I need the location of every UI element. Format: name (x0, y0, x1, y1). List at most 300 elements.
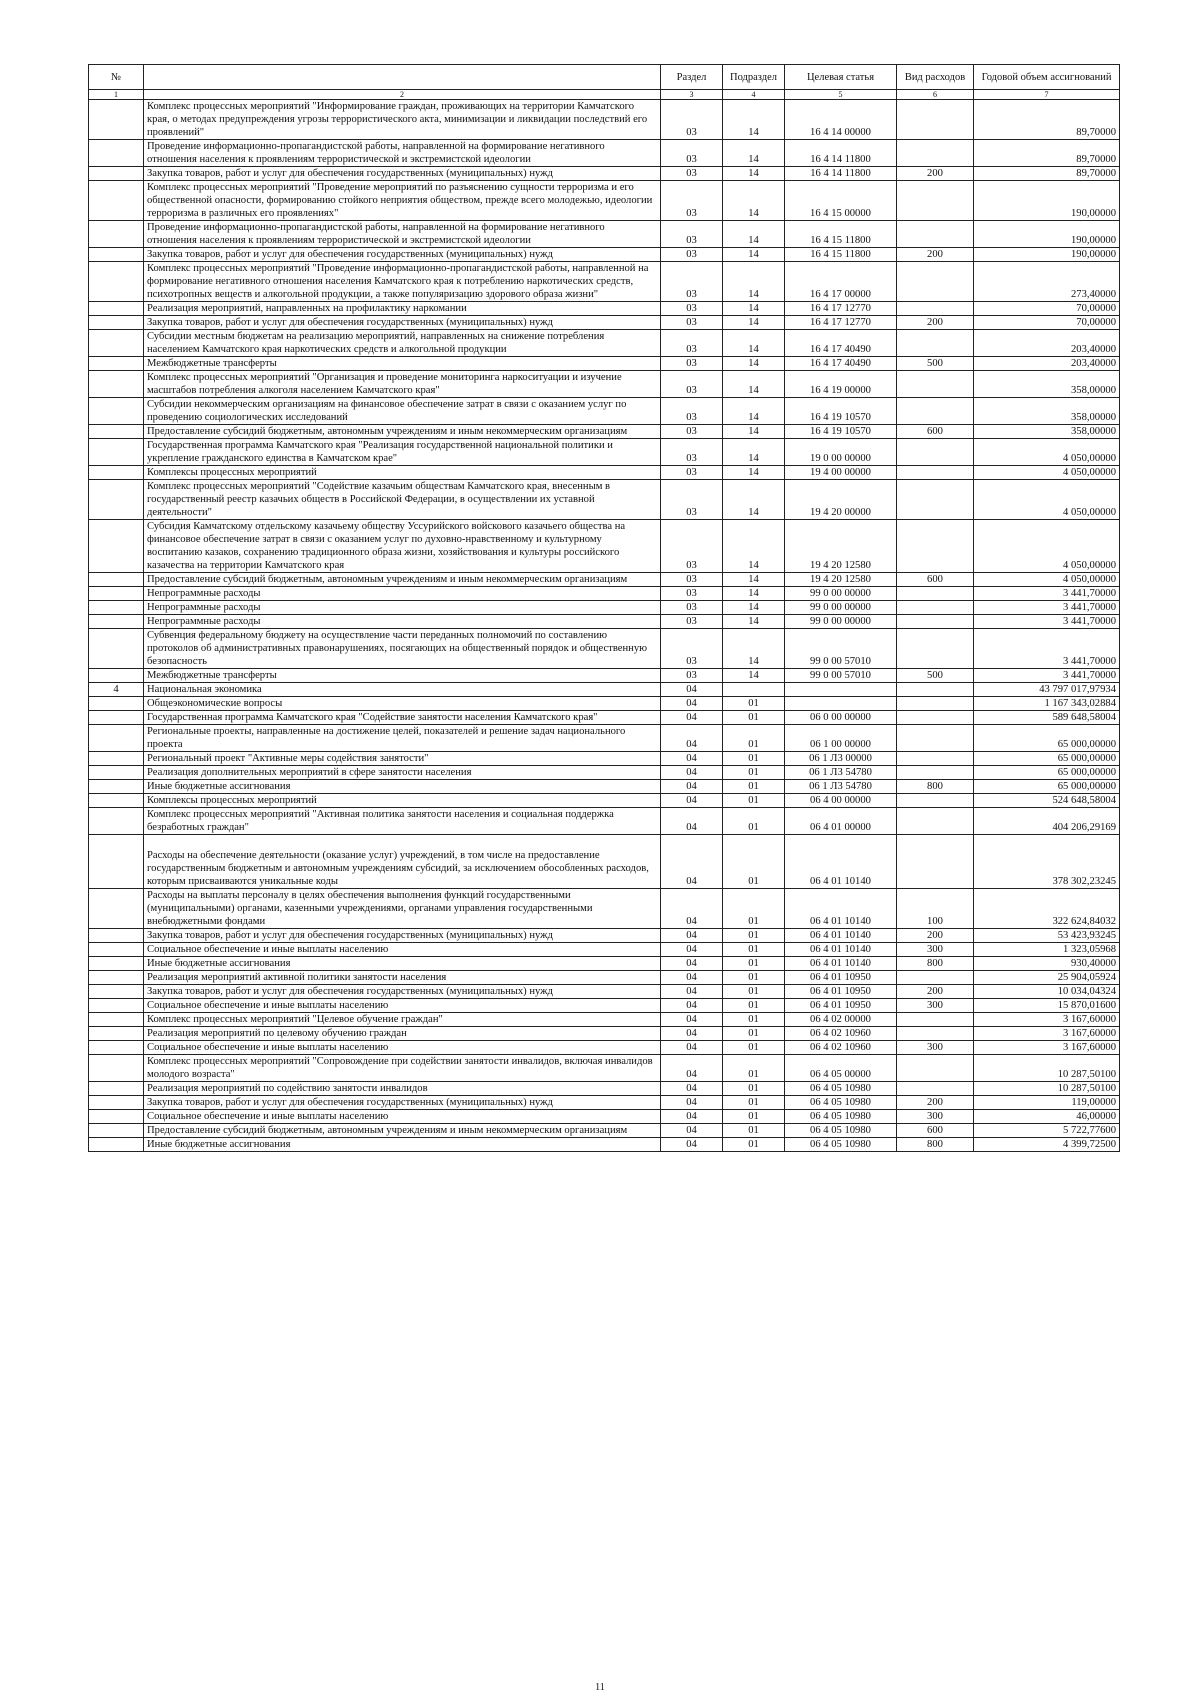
page-number: 11 (595, 1682, 605, 1693)
target-article-code: 06 1 Л3 54780 (785, 766, 897, 780)
table-row (89, 794, 1120, 808)
podrazdel-code: 01 (723, 794, 785, 808)
table-row (89, 697, 1120, 711)
target-article-code: 06 4 01 00000 (785, 808, 897, 835)
razdel-code: 03 (661, 587, 723, 601)
row-number (89, 262, 144, 302)
row-number (89, 1055, 144, 1082)
row-number (89, 100, 144, 140)
amount-value: 3 167,60000 (974, 1041, 1120, 1055)
expense-name: Государственная программа Камчатского края "Реализация государственной национальной политики и укрепление гражданского единства в Камчатском крае" (144, 439, 661, 466)
row-number (89, 629, 144, 669)
amount-value: 10 287,50100 (974, 1055, 1120, 1082)
target-article-code: 06 1 00 00000 (785, 725, 897, 752)
podrazdel-code: 14 (723, 629, 785, 669)
podrazdel-code: 01 (723, 780, 785, 794)
target-article-code: 06 4 01 10140 (785, 835, 897, 889)
target-article-code: 16 4 17 40490 (785, 330, 897, 357)
razdel-code: 04 (661, 943, 723, 957)
expense-type-code: 300 (897, 999, 974, 1013)
expense-type-code (897, 302, 974, 316)
expense-type-code (897, 808, 974, 835)
row-number (89, 601, 144, 615)
razdel-code: 04 (661, 1013, 723, 1027)
target-article-code: 99 0 00 00000 (785, 601, 897, 615)
target-article-code: 06 4 05 10980 (785, 1082, 897, 1096)
row-number (89, 1124, 144, 1138)
podrazdel-code: 01 (723, 889, 785, 929)
target-article-code: 16 4 17 12770 (785, 316, 897, 330)
row-number (89, 573, 144, 587)
table-row (89, 1096, 1120, 1110)
expense-name: Национальная экономика (144, 683, 661, 697)
podrazdel-code (723, 683, 785, 697)
table-row (89, 752, 1120, 766)
row-number (89, 1096, 144, 1110)
expense-name: Закупка товаров, работ и услуг для обеспечения государственных (муниципальных) нужд (144, 1096, 661, 1110)
razdel-code: 04 (661, 1096, 723, 1110)
expense-name: Социальное обеспечение и иные выплаты населению (144, 943, 661, 957)
razdel-code: 03 (661, 221, 723, 248)
expense-name: Закупка товаров, работ и услуг для обеспечения государственных (муниципальных) нужд (144, 929, 661, 943)
expense-name: Расходы на обеспечение деятельности (оказание услуг) учреждений, в том числе на предоставление государственным бюджетным и автономным учреждениям субсидий, за исключением обособленных расходов, которым присваиваются уникальные коды (144, 835, 661, 889)
expense-name: Комплекс процессных мероприятий "Сопровождение при содействии занятости инвалидов, включая инвалидов молодого возраста" (144, 1055, 661, 1082)
podrazdel-code: 01 (723, 1082, 785, 1096)
target-article-code: 16 4 15 00000 (785, 181, 897, 221)
podrazdel-code: 01 (723, 1041, 785, 1055)
razdel-code: 04 (661, 725, 723, 752)
podrazdel-code: 01 (723, 808, 785, 835)
target-article-code: 16 4 17 12770 (785, 302, 897, 316)
podrazdel-code: 01 (723, 752, 785, 766)
table-row (89, 999, 1120, 1013)
amount-value: 43 797 017,97934 (974, 683, 1120, 697)
amount-value: 203,40000 (974, 357, 1120, 371)
amount-value: 358,00000 (974, 425, 1120, 439)
razdel-code: 04 (661, 794, 723, 808)
expense-type-code (897, 140, 974, 167)
amount-value: 89,70000 (974, 140, 1120, 167)
expense-type-code (897, 794, 974, 808)
target-article-code: 06 4 01 10950 (785, 985, 897, 999)
row-number (89, 587, 144, 601)
podrazdel-code: 14 (723, 371, 785, 398)
razdel-code: 04 (661, 683, 723, 697)
expense-name: Предоставление субсидий бюджетным, автономным учреждениям и иным некоммерческим организациям (144, 425, 661, 439)
expense-type-code: 800 (897, 1138, 974, 1152)
expense-type-code (897, 766, 974, 780)
razdel-code: 03 (661, 316, 723, 330)
razdel-code: 04 (661, 1027, 723, 1041)
table-row (89, 520, 1120, 573)
expense-type-code (897, 1082, 974, 1096)
row-number (89, 780, 144, 794)
expense-type-code (897, 221, 974, 248)
row-number (89, 615, 144, 629)
target-article-code: 19 4 20 00000 (785, 480, 897, 520)
row-number (89, 371, 144, 398)
target-article-code: 19 4 20 12580 (785, 520, 897, 573)
row-number (89, 316, 144, 330)
amount-value: 404 206,29169 (974, 808, 1120, 835)
amount-value: 190,00000 (974, 221, 1120, 248)
podrazdel-code: 14 (723, 466, 785, 480)
table-row (89, 780, 1120, 794)
razdel-code: 03 (661, 573, 723, 587)
razdel-code: 04 (661, 889, 723, 929)
expense-type-code (897, 835, 974, 889)
podrazdel-code: 01 (723, 929, 785, 943)
table-row (89, 1124, 1120, 1138)
expense-name: Региональный проект "Активные меры содействия занятости" (144, 752, 661, 766)
target-article-code: 16 4 17 40490 (785, 357, 897, 371)
expense-name: Закупка товаров, работ и услуг для обеспечения государственных (муниципальных) нужд (144, 167, 661, 181)
razdel-code: 04 (661, 985, 723, 999)
amount-value: 65 000,00000 (974, 725, 1120, 752)
expense-name: Проведение информационно-пропагандистской работы, направленной на формирование негативного отношения населения к проявлениям террористической и экстремистской идеологии (144, 221, 661, 248)
table-row (89, 330, 1120, 357)
target-article-code: 19 4 00 00000 (785, 466, 897, 480)
expense-name: Иные бюджетные ассигнования (144, 780, 661, 794)
expense-name: Иные бюджетные ассигнования (144, 957, 661, 971)
header-row (89, 65, 1120, 90)
podrazdel-code: 14 (723, 601, 785, 615)
expense-type-code: 200 (897, 248, 974, 262)
target-article-code: 19 4 20 12580 (785, 573, 897, 587)
podrazdel-code: 14 (723, 330, 785, 357)
expense-name: Реализация мероприятий по целевому обучению граждан (144, 1027, 661, 1041)
expense-type-code: 200 (897, 929, 974, 943)
expense-name: Комплекс процессных мероприятий "Активная политика занятости населения и социальная поддержка безработных граждан" (144, 808, 661, 835)
table-row (89, 371, 1120, 398)
amount-value: 5 722,77600 (974, 1124, 1120, 1138)
razdel-code: 04 (661, 711, 723, 725)
target-article-code: 16 4 14 11800 (785, 167, 897, 181)
table-row (89, 1082, 1120, 1096)
podrazdel-code: 14 (723, 439, 785, 466)
amount-value: 65 000,00000 (974, 766, 1120, 780)
row-number (89, 167, 144, 181)
row-number (89, 794, 144, 808)
razdel-code: 03 (661, 330, 723, 357)
col-header-target-article: Целевая статья (785, 65, 897, 90)
amount-value: 89,70000 (974, 100, 1120, 140)
expense-name: Комплексы процессных мероприятий (144, 794, 661, 808)
podrazdel-code: 01 (723, 697, 785, 711)
expense-name: Комплекс процессных мероприятий "Целевое обучение граждан" (144, 1013, 661, 1027)
table-row (89, 1041, 1120, 1055)
podrazdel-code: 01 (723, 766, 785, 780)
razdel-code: 03 (661, 629, 723, 669)
table-row (89, 140, 1120, 167)
expense-name: Социальное обеспечение и иные выплаты населению (144, 1041, 661, 1055)
razdel-code: 03 (661, 262, 723, 302)
col-header-razdel: Раздел (661, 65, 723, 90)
podrazdel-code: 01 (723, 1096, 785, 1110)
amount-value: 25 904,05924 (974, 971, 1120, 985)
amount-value: 65 000,00000 (974, 752, 1120, 766)
table-row (89, 669, 1120, 683)
razdel-code: 03 (661, 398, 723, 425)
target-article-code: 16 4 19 10570 (785, 398, 897, 425)
podrazdel-code: 01 (723, 725, 785, 752)
table-row (89, 835, 1120, 889)
table-row (89, 480, 1120, 520)
amount-value: 4 050,00000 (974, 520, 1120, 573)
expense-type-code (897, 711, 974, 725)
row-number (89, 943, 144, 957)
expense-name: Комплекс процессных мероприятий "Проведение мероприятий по разъяснению сущности терроризма и его общественной опасности, формированию стойкого неприятия обществом, прежде всего молодежью, идеологии терроризма в различных его проявлениях" (144, 181, 661, 221)
column-number: 1 (89, 90, 144, 100)
table-row (89, 725, 1120, 752)
expense-name: Субсидии местным бюджетам на реализацию мероприятий, направленных на снижение потребления населением Камчатского края наркотических средств и алкогольной продукции (144, 330, 661, 357)
amount-value: 4 050,00000 (974, 466, 1120, 480)
podrazdel-code: 01 (723, 971, 785, 985)
razdel-code: 04 (661, 1055, 723, 1082)
podrazdel-code: 14 (723, 573, 785, 587)
razdel-code: 03 (661, 669, 723, 683)
razdel-code: 04 (661, 1138, 723, 1152)
expense-name: Непрограммные расходы (144, 615, 661, 629)
amount-value: 589 648,58004 (974, 711, 1120, 725)
row-number (89, 971, 144, 985)
amount-value: 930,40000 (974, 957, 1120, 971)
podrazdel-code: 01 (723, 1110, 785, 1124)
expense-name: Региональные проекты, направленные на достижение целей, показателей и решение задач национального проекта (144, 725, 661, 752)
target-article-code: 16 4 14 11800 (785, 140, 897, 167)
amount-value: 4 050,00000 (974, 480, 1120, 520)
target-article-code: 19 0 00 00000 (785, 439, 897, 466)
expense-type-code: 600 (897, 573, 974, 587)
amount-value: 65 000,00000 (974, 780, 1120, 794)
amount-value: 70,00000 (974, 316, 1120, 330)
row-number (89, 480, 144, 520)
expense-name: Закупка товаров, работ и услуг для обеспечения государственных (муниципальных) нужд (144, 316, 661, 330)
amount-value: 358,00000 (974, 371, 1120, 398)
expense-type-code (897, 330, 974, 357)
target-article-code: 16 4 14 00000 (785, 100, 897, 140)
podrazdel-code: 14 (723, 181, 785, 221)
expense-type-code: 800 (897, 780, 974, 794)
row-number (89, 669, 144, 683)
table-row (89, 1013, 1120, 1027)
table-row (89, 971, 1120, 985)
col-header-number: № (89, 65, 144, 90)
table-row (89, 357, 1120, 371)
column-number: 2 (144, 90, 661, 100)
row-number (89, 929, 144, 943)
razdel-code: 04 (661, 752, 723, 766)
column-number: 5 (785, 90, 897, 100)
podrazdel-code: 14 (723, 520, 785, 573)
amount-value: 10 287,50100 (974, 1082, 1120, 1096)
table-row (89, 100, 1120, 140)
expense-type-code (897, 971, 974, 985)
row-number (89, 835, 144, 889)
expense-name: Реализация мероприятий, направленных на профилактику наркомании (144, 302, 661, 316)
table-row (89, 248, 1120, 262)
table-row (89, 766, 1120, 780)
podrazdel-code: 01 (723, 999, 785, 1013)
expense-type-code (897, 629, 974, 669)
expense-type-code (897, 587, 974, 601)
expense-name: Социальное обеспечение и иные выплаты населению (144, 999, 661, 1013)
expense-type-code: 500 (897, 357, 974, 371)
row-number (89, 697, 144, 711)
row-number (89, 248, 144, 262)
razdel-code: 03 (661, 248, 723, 262)
podrazdel-code: 14 (723, 316, 785, 330)
table-row (89, 889, 1120, 929)
expense-type-code: 100 (897, 889, 974, 929)
target-article-code: 06 1 Л3 00000 (785, 752, 897, 766)
expense-name: Реализация мероприятий активной политики занятости населения (144, 971, 661, 985)
razdel-code: 03 (661, 167, 723, 181)
row-number (89, 985, 144, 999)
column-number: 4 (723, 90, 785, 100)
target-article-code (785, 683, 897, 697)
target-article-code: 16 4 17 00000 (785, 262, 897, 302)
expense-type-code (897, 181, 974, 221)
amount-value: 3 441,70000 (974, 587, 1120, 601)
column-number-row (89, 90, 1120, 100)
expense-name: Проведение информационно-пропагандистской работы, направленной на формирование негативного отношения населения к проявлениям террористической и экстремистской идеологии (144, 140, 661, 167)
razdel-code: 03 (661, 371, 723, 398)
expense-name: Общеэкономические вопросы (144, 697, 661, 711)
table-row (89, 601, 1120, 615)
expense-name: Реализация дополнительных мероприятий в сфере занятости населения (144, 766, 661, 780)
expense-name: Субвенция федеральному бюджету на осуществление части переданных полномочий по составлению протоколов об административных правонарушениях, посягающих на общественный порядок и общественную безопасность (144, 629, 661, 669)
row-number (89, 1041, 144, 1055)
razdel-code: 04 (661, 1041, 723, 1055)
podrazdel-code: 01 (723, 1055, 785, 1082)
table-row (89, 316, 1120, 330)
expense-name: Закупка товаров, работ и услуг для обеспечения государственных (муниципальных) нужд (144, 248, 661, 262)
expense-name: Комплекс процессных мероприятий "Проведение информационно-пропагандистской работы, направленной на формирование негативного отношения населения Камчатского края к потреблению наркотических средств, психотропных веществ и алкогольной продукции, а также популяризацию здорового образа жизни" (144, 262, 661, 302)
table-row (89, 439, 1120, 466)
expense-type-code (897, 398, 974, 425)
target-article-code: 06 4 01 10140 (785, 929, 897, 943)
target-article-code: 06 4 01 10140 (785, 889, 897, 929)
row-number (89, 725, 144, 752)
expense-type-code: 200 (897, 985, 974, 999)
amount-value: 190,00000 (974, 181, 1120, 221)
amount-value: 10 034,04324 (974, 985, 1120, 999)
row-number (89, 999, 144, 1013)
razdel-code: 03 (661, 520, 723, 573)
target-article-code: 06 4 05 10980 (785, 1138, 897, 1152)
podrazdel-code: 01 (723, 985, 785, 999)
podrazdel-code: 14 (723, 248, 785, 262)
expense-name: Межбюджетные трансферты (144, 357, 661, 371)
target-article-code: 16 4 15 11800 (785, 248, 897, 262)
target-article-code: 06 4 01 10140 (785, 957, 897, 971)
target-article-code: 06 4 05 00000 (785, 1055, 897, 1082)
target-article-code: 99 0 00 57010 (785, 629, 897, 669)
expense-name: Межбюджетные трансферты (144, 669, 661, 683)
col-header-amount: Годовой объем ассигнований (974, 65, 1120, 90)
target-article-code: 06 0 00 00000 (785, 711, 897, 725)
razdel-code: 04 (661, 1110, 723, 1124)
amount-value: 119,00000 (974, 1096, 1120, 1110)
podrazdel-code: 01 (723, 943, 785, 957)
target-article-code: 06 4 05 10980 (785, 1096, 897, 1110)
expense-name: Расходы на выплаты персоналу в целях обеспечения выполнения функций государственными (муниципальными) органами, казенными учреждениями, органами управления государственными внебюджетными фондами (144, 889, 661, 929)
table-row (89, 1055, 1120, 1082)
podrazdel-code: 01 (723, 1027, 785, 1041)
podrazdel-code: 01 (723, 1138, 785, 1152)
razdel-code: 04 (661, 808, 723, 835)
podrazdel-code: 14 (723, 167, 785, 181)
expense-name: Предоставление субсидий бюджетным, автономным учреждениям и иным некоммерческим организациям (144, 1124, 661, 1138)
podrazdel-code: 14 (723, 140, 785, 167)
target-article-code: 06 1 Л3 54780 (785, 780, 897, 794)
expense-type-code (897, 615, 974, 629)
amount-value: 3 167,60000 (974, 1027, 1120, 1041)
expense-type-code (897, 262, 974, 302)
row-number: 4 (89, 683, 144, 697)
target-article-code: 99 0 00 57010 (785, 669, 897, 683)
amount-value: 4 050,00000 (974, 573, 1120, 587)
razdel-code: 03 (661, 615, 723, 629)
expense-type-code: 500 (897, 669, 974, 683)
podrazdel-code: 14 (723, 587, 785, 601)
razdel-code: 03 (661, 466, 723, 480)
amount-value: 3 167,60000 (974, 1013, 1120, 1027)
expense-name: Закупка товаров, работ и услуг для обеспечения государственных (муниципальных) нужд (144, 985, 661, 999)
expense-type-code: 800 (897, 957, 974, 971)
expense-type-code (897, 439, 974, 466)
table-row (89, 808, 1120, 835)
expense-name: Непрограммные расходы (144, 601, 661, 615)
amount-value: 524 648,58004 (974, 794, 1120, 808)
expense-type-code (897, 1055, 974, 1082)
expense-type-code (897, 1027, 974, 1041)
expense-type-code: 200 (897, 1096, 974, 1110)
target-article-code: 06 4 01 10950 (785, 971, 897, 985)
amount-value: 190,00000 (974, 248, 1120, 262)
row-number (89, 439, 144, 466)
target-article-code: 06 4 02 10960 (785, 1041, 897, 1055)
amount-value: 1 167 343,02884 (974, 697, 1120, 711)
table-row (89, 943, 1120, 957)
table-row (89, 957, 1120, 971)
razdel-code: 04 (661, 999, 723, 1013)
podrazdel-code: 01 (723, 835, 785, 889)
table-row (89, 302, 1120, 316)
expense-name: Реализация мероприятий по содействию занятости инвалидов (144, 1082, 661, 1096)
razdel-code: 03 (661, 302, 723, 316)
row-number (89, 808, 144, 835)
column-number: 7 (974, 90, 1120, 100)
amount-value: 378 302,23245 (974, 835, 1120, 889)
expense-name: Государственная программа Камчатского края "Содействие занятости населения Камчатского края" (144, 711, 661, 725)
table-row (89, 398, 1120, 425)
expense-type-code (897, 520, 974, 573)
expense-type-code (897, 697, 974, 711)
column-number: 3 (661, 90, 723, 100)
table-row (89, 711, 1120, 725)
table-body (89, 100, 1120, 1152)
podrazdel-code: 01 (723, 957, 785, 971)
table-row (89, 573, 1120, 587)
expense-type-code: 600 (897, 1124, 974, 1138)
podrazdel-code: 14 (723, 357, 785, 371)
amount-value: 4 399,72500 (974, 1138, 1120, 1152)
target-article-code: 16 4 15 11800 (785, 221, 897, 248)
table-row (89, 587, 1120, 601)
razdel-code: 03 (661, 439, 723, 466)
